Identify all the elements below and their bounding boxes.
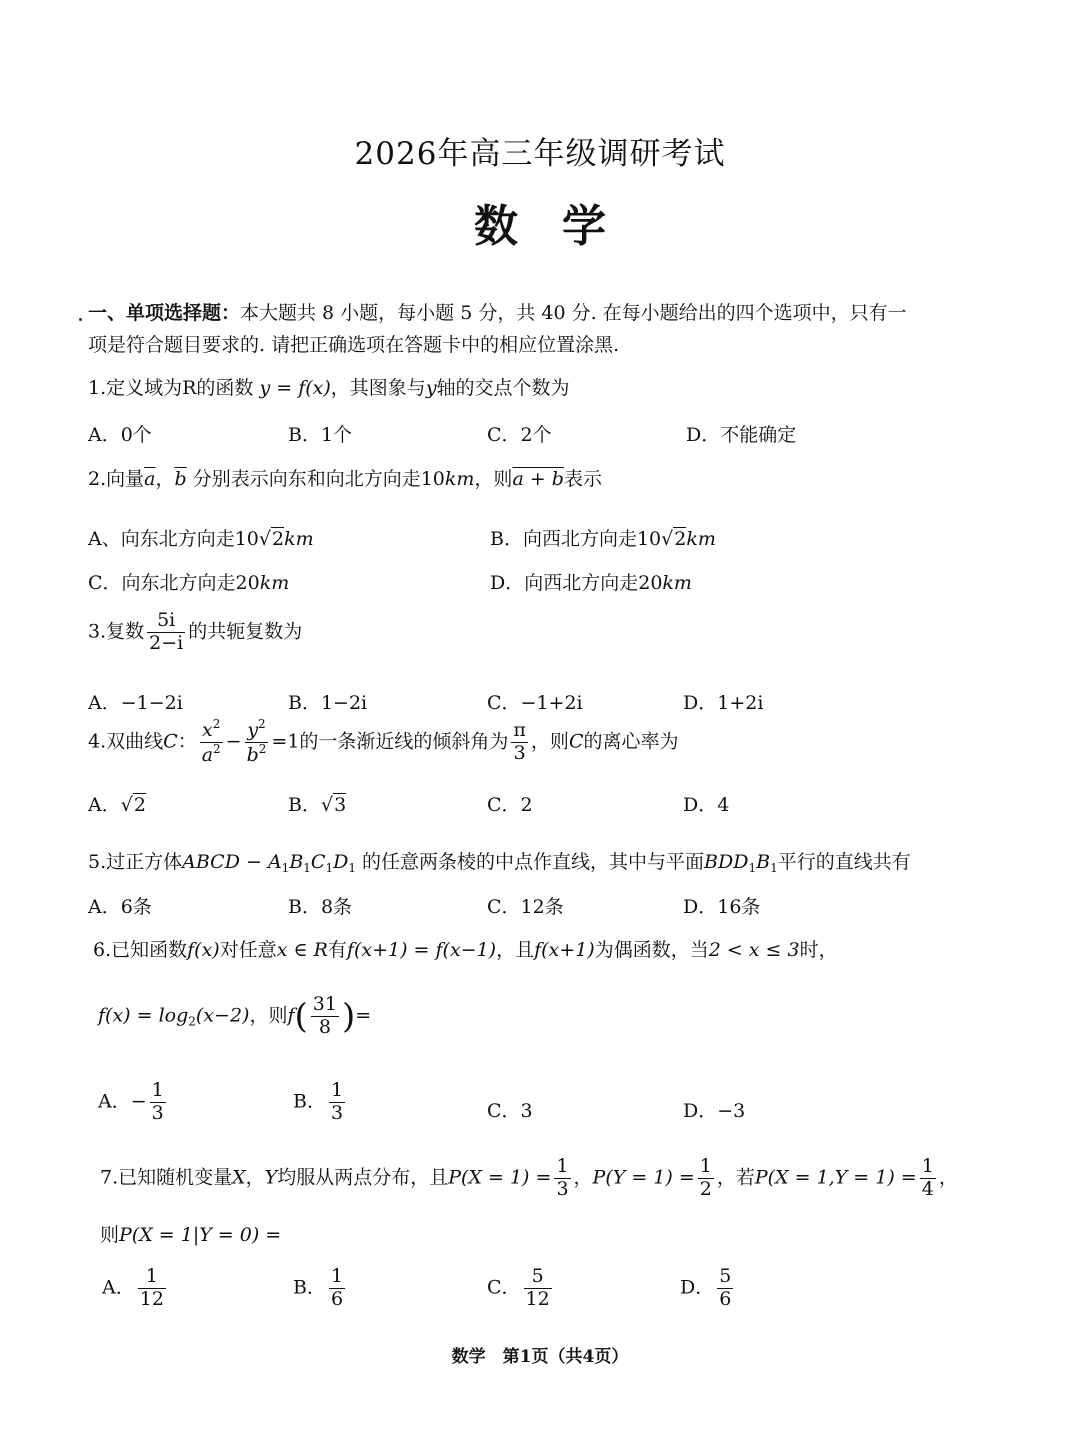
page-footer: 数学 第1页（共4页）: [451, 1347, 629, 1367]
q6-option-a: [98, 1080, 169, 1125]
q5-sub-e: 1: [748, 861, 757, 875]
section-intro-line-1: [88, 298, 907, 325]
q4-curve-2: C: [568, 730, 584, 753]
q7-X: X: [232, 1166, 246, 1189]
q5-cube-a: ABCD − A: [182, 851, 282, 873]
q2-option-b: B．向西北方向走10√2km: [490, 528, 716, 550]
q7-comma-1: ，: [245, 1166, 265, 1189]
q1-option-d: D．不能确定: [686, 424, 797, 446]
q5-text-b: 的任意两条棱的中点作直线，其中与平面: [362, 851, 705, 873]
q2b-radicand: 2: [674, 528, 687, 550]
q5-sub-b: 1: [303, 861, 311, 875]
q6-cond: x ∈ R: [276, 939, 328, 961]
q6b-num: 1: [330, 1079, 344, 1101]
q7d-num: 5: [719, 1265, 732, 1287]
q6-fx: f(x): [187, 939, 220, 961]
q2-option-d: [490, 568, 692, 595]
q6-paren-right: ): [341, 996, 356, 1037]
q4b-radicand: 3: [334, 794, 347, 816]
q2-text-d: 表示: [563, 468, 602, 490]
q4-y: y: [247, 719, 259, 741]
q7-frac-2: [698, 1156, 714, 1201]
q6-option-c: C．3: [487, 1100, 533, 1122]
q7d-frac: [717, 1266, 733, 1311]
q6-paren-left: (: [294, 996, 308, 1037]
q1-option-c: C．2个: [487, 424, 552, 446]
question-6-line-2: [98, 994, 371, 1039]
q4-x: x: [202, 719, 213, 741]
q5-cube-d: D: [333, 851, 349, 873]
q4-pi: π: [513, 719, 526, 741]
q2-text-b: 分别表示向东和向北方向走10: [192, 468, 445, 490]
question-7-stem: [100, 1156, 958, 1201]
q4-colon: ：: [177, 730, 197, 753]
q5-option-d: D．16条: [683, 896, 761, 918]
q2d-prefix: D．向西北方向走20: [490, 572, 663, 594]
q7b-label: B．: [293, 1276, 326, 1299]
q2-option-c: [88, 568, 289, 595]
q3-frac-den: 2−i: [149, 631, 184, 654]
q7d-label: D．: [680, 1276, 715, 1299]
q7a-den: 12: [139, 1287, 164, 1310]
q5-cube-b: B: [289, 851, 304, 873]
q2b-unit: km: [686, 528, 716, 550]
q5-option-a: A．6条: [88, 896, 152, 918]
q2c-unit: km: [259, 572, 290, 594]
q7-option-d: [680, 1266, 736, 1311]
q7-frac-3: [920, 1156, 936, 1201]
q2-text-a: 2.向量: [88, 468, 145, 490]
q6-option-b: [293, 1080, 348, 1125]
q1-option-b: B．1个: [288, 424, 353, 446]
section-intro-line-2: 项是符合题目要求的. 请把正确选项在答题卡中的相应位置涂黑.: [88, 334, 620, 356]
q3-option-d: D．1+2i: [683, 692, 764, 714]
q4-a: a: [201, 743, 214, 766]
q5-cube-c: C: [310, 851, 326, 873]
q4-sq-4: 2: [258, 741, 267, 756]
q6-text-a: 6.已知函数: [93, 939, 188, 961]
q4b-label: B．: [288, 794, 321, 816]
q7a-num: 1: [138, 1266, 166, 1289]
q2d-unit: km: [662, 572, 692, 594]
q1-text-c: 轴的交点个数为: [436, 377, 570, 399]
q7b-frac: [329, 1266, 345, 1311]
q4a-radicand: 2: [133, 794, 146, 816]
q4-text-c: 的离心率为: [583, 730, 679, 753]
q2-unit: km: [444, 468, 475, 490]
q7-frac-1: [554, 1156, 570, 1201]
question-2-stem: [88, 464, 602, 491]
q4-option-b: B．√3: [288, 794, 347, 816]
subject-char-1: 数: [474, 201, 518, 252]
question-6-stem: [93, 935, 838, 962]
q4-text-a: 4.双曲线: [88, 730, 164, 753]
q7b-den: 6: [330, 1287, 344, 1310]
q2-option-a: A、向东北方向走10√2km: [88, 528, 314, 550]
q4-sq-3: 2: [258, 717, 266, 731]
q7c-frac: [524, 1266, 552, 1311]
q7-p1: P(X = 1) =: [448, 1166, 552, 1189]
q6-equals: =: [355, 1004, 372, 1027]
q6-log: f(x) = log: [98, 1004, 189, 1027]
q4-frac-x: [200, 718, 223, 767]
question-3-stem: [88, 610, 302, 655]
q7-f2-den: 2: [699, 1177, 712, 1200]
q7c-label: C．: [487, 1276, 521, 1299]
q6-text-c: 有: [327, 939, 347, 961]
q7-text-a: 7.已知随机变量: [100, 1166, 233, 1189]
q7-f3-num: 1: [921, 1155, 934, 1177]
q3-fraction: [147, 610, 185, 655]
q3-option-b: B．1−2i: [288, 692, 368, 714]
q2-text-c: ，则: [474, 468, 513, 490]
q3-option-c: C．−1+2i: [487, 692, 583, 714]
q4-minus: −: [225, 730, 242, 753]
q6-eq2: f(x+1): [534, 939, 595, 961]
q4-frac-angle: [511, 720, 528, 765]
q2-sum: a + b: [512, 468, 564, 490]
q6b-den: 3: [330, 1101, 344, 1124]
q1-var: y: [425, 377, 437, 399]
q6-range: 2 < x ≤ 3: [708, 939, 800, 961]
q7c-den: 12: [525, 1287, 550, 1310]
q5-sub-a: 1: [281, 861, 290, 875]
q4-frac-y: [245, 718, 269, 767]
q5-option-b: B．8条: [288, 896, 353, 918]
subject-char-2: 学: [562, 201, 606, 252]
q4-curve: C: [163, 730, 178, 753]
q4-text-eq: =1的一条渐近线的倾斜角为: [271, 730, 509, 753]
q6-frac-den: 8: [318, 1015, 331, 1038]
q7-f1-den: 3: [556, 1177, 569, 1200]
q4-text-b: ，则: [530, 730, 569, 753]
subject-title: [0, 190, 1080, 254]
q7-cond-prob: P(X = 1|Y = 0) =: [119, 1224, 282, 1246]
q7-comma-4: ，: [938, 1166, 958, 1189]
q7-text-b: 均服从两点分布，且: [277, 1166, 449, 1189]
q7a-frac: [138, 1266, 166, 1311]
q6b-label: B．: [293, 1090, 326, 1113]
q4-option-c: C．2: [487, 794, 533, 816]
q6b-frac: [329, 1080, 345, 1125]
q7-option-c: [487, 1266, 555, 1311]
section-intro-1: 本大题共 8 小题，每小题 5 分，共 40 分. 在每小题给出的四个选项中，只有一: [240, 302, 907, 324]
q4-three: 3: [513, 741, 526, 764]
q2b-prefix: B．向西北方向走10: [490, 528, 662, 550]
q7-comma-3: ，: [716, 1166, 736, 1189]
q7-option-a: [102, 1266, 169, 1311]
q6a-sign: −: [130, 1090, 147, 1113]
q7-Y: Y: [264, 1166, 278, 1189]
q6-text-e: 为偶函数，当: [594, 939, 709, 961]
q7-f2-num: 1: [699, 1155, 712, 1177]
q6a-frac: [150, 1080, 166, 1125]
q2-vector-b: $\overline{b}$: [174, 468, 187, 490]
q4-option-d: D．4: [683, 794, 730, 816]
q7-f1-num: 1: [556, 1155, 569, 1177]
q6-text-g: ，则: [249, 1004, 288, 1027]
q7-option-b: [293, 1266, 348, 1311]
q3-text-b: 的共轭复数为: [188, 620, 303, 643]
q2c-prefix: C．向东北方向走20: [88, 572, 260, 594]
q6-log-base: 2: [188, 1014, 196, 1029]
q5-plane-b: B: [756, 851, 771, 873]
section-heading: 一、单项选择题：: [88, 302, 241, 324]
q3-text-a: 3.复数: [88, 620, 145, 643]
q5-plane: BDD: [704, 851, 749, 873]
q5-sub-d: 1: [348, 861, 356, 875]
q2a-radicand: 2: [272, 528, 285, 550]
q2-sep: ，: [155, 468, 175, 490]
q7-text-c: 若: [735, 1166, 755, 1189]
q6-option-d: D．−3: [683, 1100, 746, 1122]
q1-expr: y = f(x): [259, 377, 331, 399]
q7a-label: A．: [102, 1276, 135, 1299]
question-4-stem: [88, 718, 679, 767]
q6-fraction: [311, 994, 339, 1039]
q6a-num: 1: [151, 1079, 164, 1101]
q5-option-c: C．12条: [487, 896, 564, 918]
q7-f3-den: 4: [921, 1177, 934, 1200]
q6a-label: A．: [98, 1090, 131, 1113]
q4-sq-1: 2: [212, 717, 221, 731]
q7c-num: 5: [524, 1266, 552, 1289]
q2-vector-a: $\overline{a}$: [144, 468, 156, 490]
q6-frac-num: 31: [312, 993, 337, 1015]
q4a-label: A．: [88, 794, 121, 816]
question-5-stem: [88, 847, 911, 875]
q7-p2: P(Y = 1) =: [592, 1166, 695, 1189]
q1-text-b: ，其图象与: [330, 377, 426, 399]
q3-option-a: A．−1−2i: [88, 692, 183, 714]
q2a-prefix: A、向东北方向走10: [88, 528, 259, 550]
q7d-den: 6: [719, 1287, 732, 1310]
scan-speck: [79, 318, 82, 321]
q6-f: f: [287, 1004, 295, 1027]
q1-option-a: A．0个: [88, 424, 152, 446]
q4-option-a: A．√2: [88, 794, 146, 816]
q4-b: b: [246, 743, 259, 766]
q6-eq1: f(x+1) = f(x−1): [346, 939, 497, 961]
q6a-den: 3: [151, 1101, 164, 1124]
q7b-num: 1: [330, 1265, 344, 1287]
q6-text-f: 时，: [799, 939, 838, 961]
q3-frac-num: 5i: [147, 610, 185, 633]
q1-text-a: 1.定义域为R的函数: [88, 377, 254, 399]
exam-title: 2026年高三年级调研考试: [354, 136, 726, 172]
q5-sub-f: 1: [770, 861, 778, 875]
q5-text-c: 平行的直线共有: [777, 851, 911, 873]
q2a-unit: km: [284, 528, 314, 550]
q7-p3: P(X = 1,Y = 1) =: [754, 1166, 917, 1189]
q7-comma-2: ，: [573, 1166, 593, 1189]
q5-text-a: 5.过正方体: [88, 851, 183, 873]
q6-text-b: 对任意: [219, 939, 277, 961]
question-7-line-2: [100, 1220, 281, 1247]
q7-text-d: 则: [100, 1224, 120, 1246]
q6-log-arg: (x−2): [195, 1004, 250, 1027]
q6-text-d: ，且: [496, 939, 535, 961]
q5-sub-c: 1: [325, 861, 334, 875]
q4-sq-2: 2: [213, 741, 221, 756]
question-1-stem: [88, 373, 570, 400]
